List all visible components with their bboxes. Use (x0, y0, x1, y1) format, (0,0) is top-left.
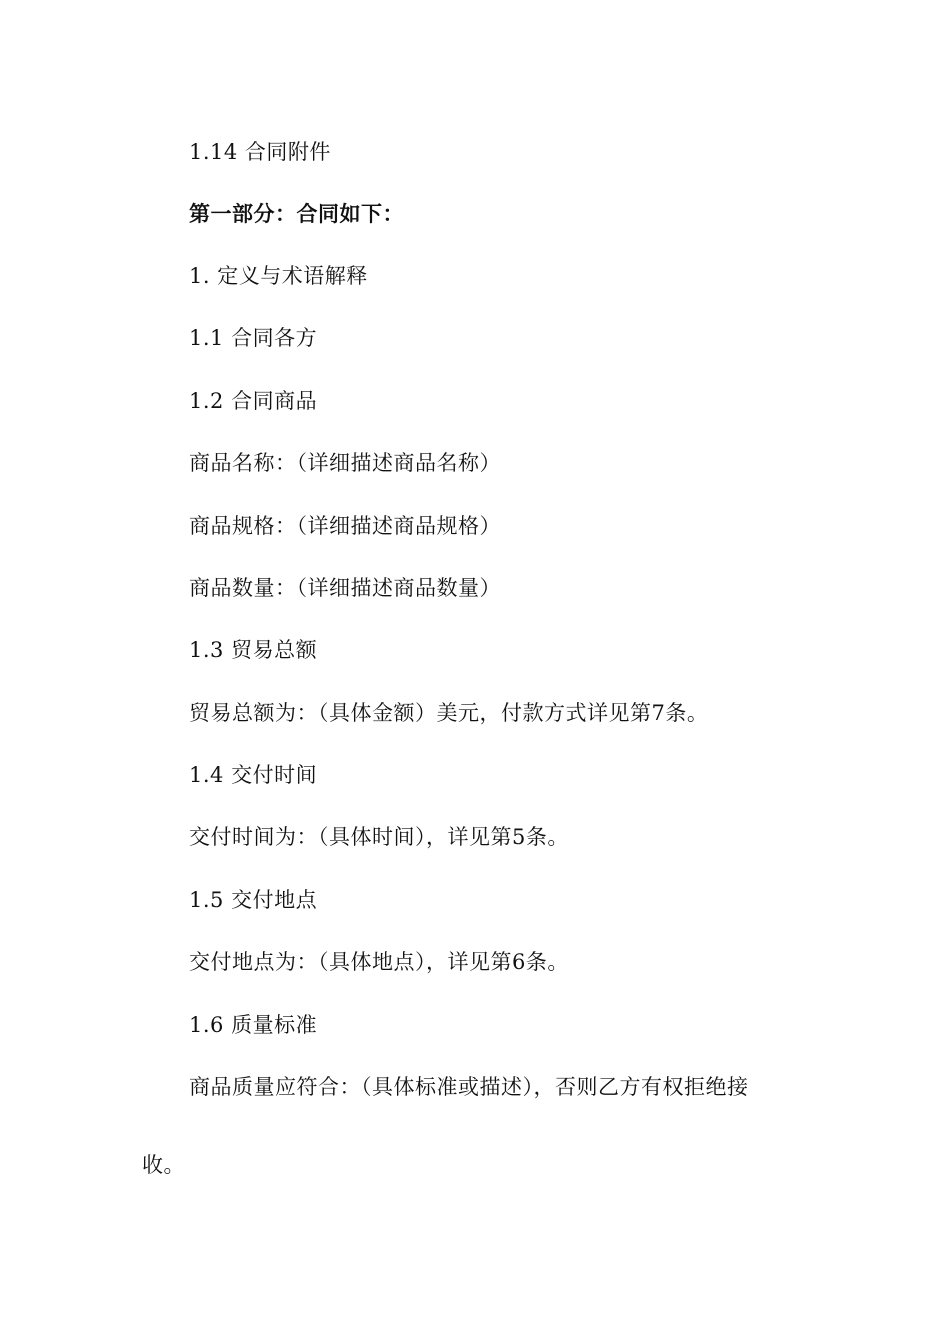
part-one-heading: 第一部分：合同如下： (189, 202, 404, 226)
section-heading-1: 1. 定义与术语解释 (189, 264, 368, 288)
section-heading-1-14: 1.14 合同附件 (189, 140, 331, 164)
section-heading-1-4: 1.4 交付时间 (189, 763, 318, 787)
quality-standard-continuation: 收。 (142, 1153, 185, 1177)
quality-standard-line: 商品质量应符合：（具体标准或描述），否则乙方有权拒绝接 (189, 1075, 749, 1099)
goods-quantity-line: 商品数量：（详细描述商品数量） (189, 576, 501, 600)
goods-spec-line: 商品规格：（详细描述商品规格） (189, 514, 501, 538)
delivery-time-line: 交付时间为：（具体时间），详见第5条。 (189, 825, 569, 849)
trade-total-line: 贸易总额为：（具体金额）美元，付款方式详见第7条。 (189, 701, 709, 725)
delivery-place-line: 交付地点为：（具体地点），详见第6条。 (189, 950, 569, 974)
goods-name-line: 商品名称：（详细描述商品名称） (189, 451, 501, 475)
section-heading-1-1: 1.1 合同各方 (189, 326, 318, 350)
section-heading-1-3: 1.3 贸易总额 (189, 638, 318, 662)
section-heading-1-5: 1.5 交付地点 (189, 888, 318, 912)
section-heading-1-6: 1.6 质量标准 (189, 1013, 318, 1037)
section-heading-1-2: 1.2 合同商品 (189, 389, 318, 413)
